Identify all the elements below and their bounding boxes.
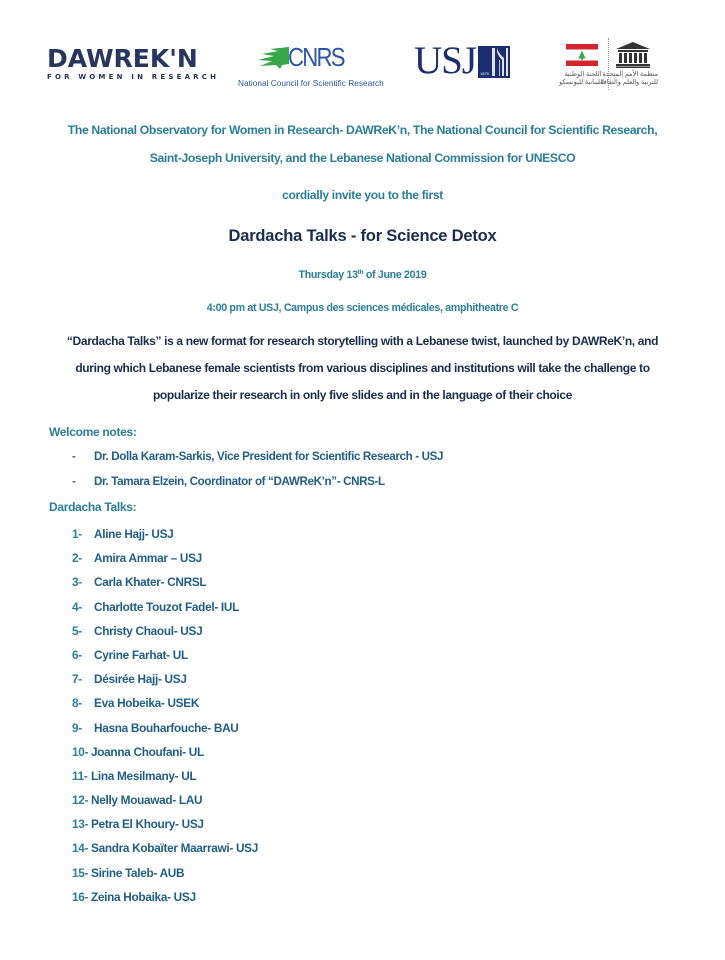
speaker-list [72,526,258,913]
speaker-item: 7- Désirée Hajj- USJ [72,672,187,687]
lebanese-flag-icon [566,44,598,66]
dawrekn-logo-tagline: FOR WOMEN IN RESEARCH [47,73,220,81]
description-line-2: during which Lebanese female scientists from various disciplines and institutions will take the challenge to [75,361,650,375]
event-date: Thursday 13th of June 2019 [298,269,427,281]
dawrekn-logo-wordmark: DAWREK'N [47,44,198,73]
speaker-item: 15- Sirine Taleb- AUB [72,865,185,880]
speaker-item: 9- Hasna Bouharfouche- BAU [72,720,239,735]
speaker-item: 16- Zeina Hobaika- USJ [72,889,196,904]
welcome-notes-heading: Welcome notes: [49,425,137,439]
speaker-item: 12- Nelly Mouawad- LAU [72,793,203,808]
cedar-tree-icon [256,43,290,71]
cnrs-logo-wordmark: CNRS [288,41,344,72]
speaker-item: 6- Cyrine Farhat- UL [72,647,188,662]
speaker-item: 2- Amira Ammar – USJ [72,551,202,566]
commission-arabic-name: اللجنة الوطنية اللبنانية لليونسكو [559,71,604,86]
description-line-3: popularize their research in only five slides and in the language of their choice [152,388,573,402]
speaker-item: 1- Aline Hajj- USJ [72,527,174,541]
usj-emblem-icon [478,46,510,78]
usj-logo [414,39,510,82]
speaker-item: 5- Christy Chaoul- USJ [72,623,203,638]
dardacha-talks-heading: Dardacha Talks: [49,500,137,514]
cnrs-logo [238,38,384,88]
hosts-line-2: Saint-Joseph University, and the Lebanese National Commission for UNESCO [149,151,576,165]
hosts-line-1: The National Observatory for Women in Research- DAWReK’n, The National Council for Scientific Research, [67,123,658,137]
unesco-commission-logo [560,38,710,94]
speaker-item: 10- Joanna Choufani- UL [72,744,204,759]
dawrekn-logo [47,44,220,81]
event-venue: 4:00 pm at USJ, Campus des sciences médicales, amphitheatre C [206,302,519,314]
welcome-note-item: - Dr. Dolla Karam-Sarkis, Vice President for Scientific Research - USJ [72,450,444,463]
speaker-item: 3- Carla Khater- CNRSL [72,575,207,590]
usj-year: 1875 [480,71,489,76]
speaker-item: 11- Lina Mesilmany- UL [72,768,197,783]
speaker-item: 14- Sandra Kobaïter Maarrawi- USJ [72,841,258,856]
invite-line: cordially invite you to the first [282,188,443,202]
cnrs-logo-tagline: National Council for Scientific Research [238,78,384,88]
unesco-temple-icon [616,42,650,68]
unesco-arabic-name: منظمة الأمم المتحدة للتربية والعلم والثقافة [600,71,658,86]
speaker-item: 4- Charlotte Touzot Fadel- IUL [72,599,240,614]
usj-logo-wordmark: USJ [414,39,477,82]
speaker-item: 13- Petra El Khoury- USJ [72,817,204,832]
event-title: Dardacha Talks - for Science Detox [228,227,497,245]
speaker-item: 8- Eva Hobeika- USEK [72,696,200,711]
welcome-note-item: - Dr. Tamara Elzein, Coordinator of “DAWReK’n”- CNRS-L [72,475,385,488]
description-line-1: “Dardacha Talks” is a new format for research storytelling with a Lebanese twist, launched by DAWReK’n, and [66,334,659,348]
